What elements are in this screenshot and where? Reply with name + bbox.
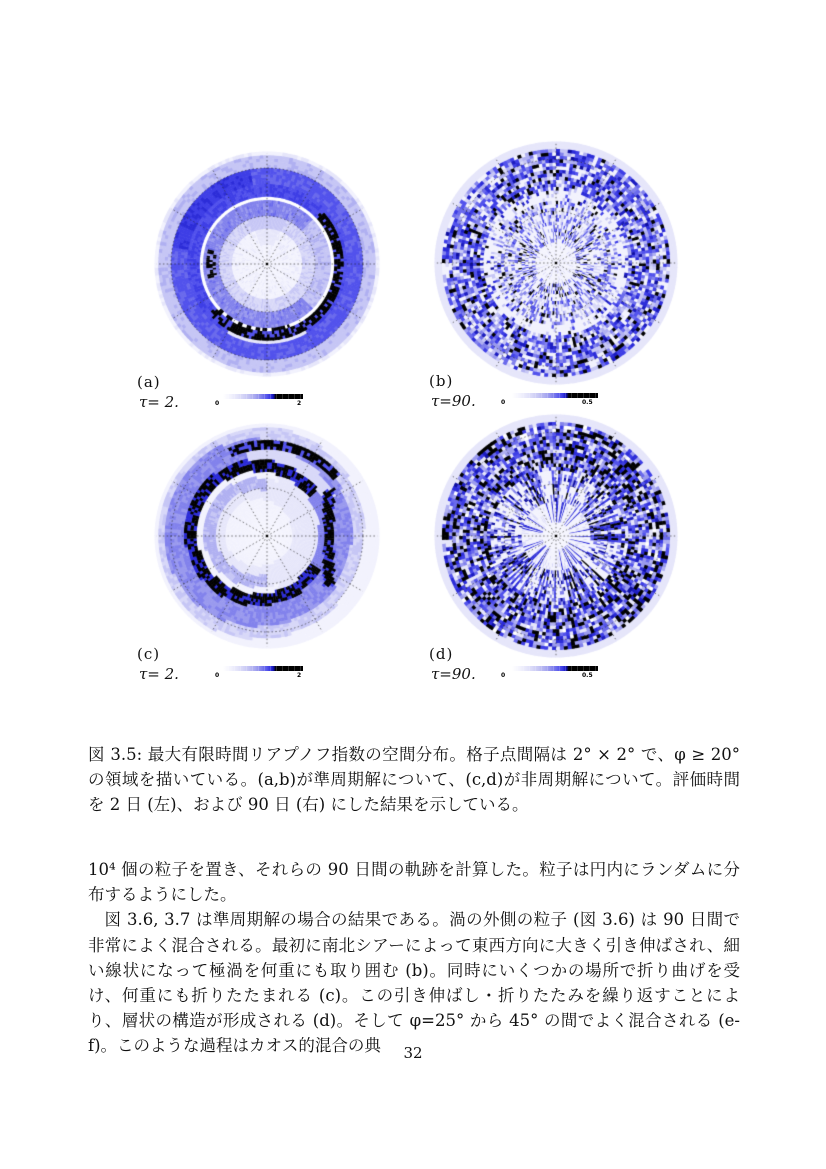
colorbar-c-tick-max: 2 <box>297 672 302 679</box>
colorbar-d <box>512 666 598 671</box>
figure-panel-d <box>429 411 699 686</box>
page-number: 32 <box>403 1044 423 1062</box>
polar-plot-c <box>142 411 392 661</box>
panel-label-b: (b) <box>429 372 454 390</box>
polar-plot-d <box>431 411 681 661</box>
panel-tau-a: τ= 2. <box>139 393 179 411</box>
panel-tau-b: τ=90. <box>431 392 476 410</box>
colorbar-c-tick-min: 0 <box>215 672 220 679</box>
colorbar-b <box>512 393 598 398</box>
figure-panel-a <box>137 139 407 414</box>
figure-caption: 図 3.5: 最大有限時間リアプノフ指数の空間分布。格子点間隔は 2° × 2° で、φ ≥ 20° の領域を描いている。(a,b)が準周期解について、(c,d)が非周期解について。評価時間を 2 日 (左)、および 90 日 (右) にした結果を示している。 <box>88 745 740 815</box>
panel-label-c: (c) <box>137 645 161 663</box>
body-paragraph-2: 図 3.6, 3.7 は準周期解の場合の結果である。渦の外側の粒子 (図 3.6) は 90 日間で非常によく混合される。最初に南北シアーによって東西方向に大きく引き伸ばされ、細い線状になって極渦を何重にも取り囲む (b)。同時にいくつかの場所で折り曲げを受け、何重にも折りたたまれる (c)。この引き伸ばし・折りたたみを繰り返すことにより、層状の構造が形成される (d)。そして φ=25° から 45° の間でよく混合される (e-f)。このような過程はカオス的混合の典 <box>88 910 740 1056</box>
figure-panel-c <box>137 411 407 686</box>
panel-tau-c: τ= 2. <box>139 665 179 683</box>
panel-label-a: (a) <box>137 373 161 391</box>
panel-label-d: (d) <box>429 645 454 663</box>
colorbar-a <box>223 394 303 399</box>
polar-plot-a <box>142 139 392 389</box>
figure-panel-b <box>429 138 699 413</box>
colorbar-a-tick-max: 2 <box>297 400 302 407</box>
colorbar-d-tick-max: 0.5 <box>582 672 593 679</box>
polar-plot-b <box>431 138 681 388</box>
body-paragraph-1: 10⁴ 個の粒子を置き、それらの 90 日間の軌跡を計算した。粒子は円内にランダムに分布するようにした。 <box>88 860 740 905</box>
colorbar-b-tick-max: 0.5 <box>582 399 593 406</box>
colorbar-d-tick-min: 0 <box>501 672 506 679</box>
panel-tau-d: τ=90. <box>431 665 476 683</box>
body-text <box>88 857 740 1059</box>
colorbar-a-tick-min: 0 <box>215 400 220 407</box>
colorbar-b-tick-min: 0 <box>501 399 506 406</box>
colorbar-c <box>223 666 303 671</box>
